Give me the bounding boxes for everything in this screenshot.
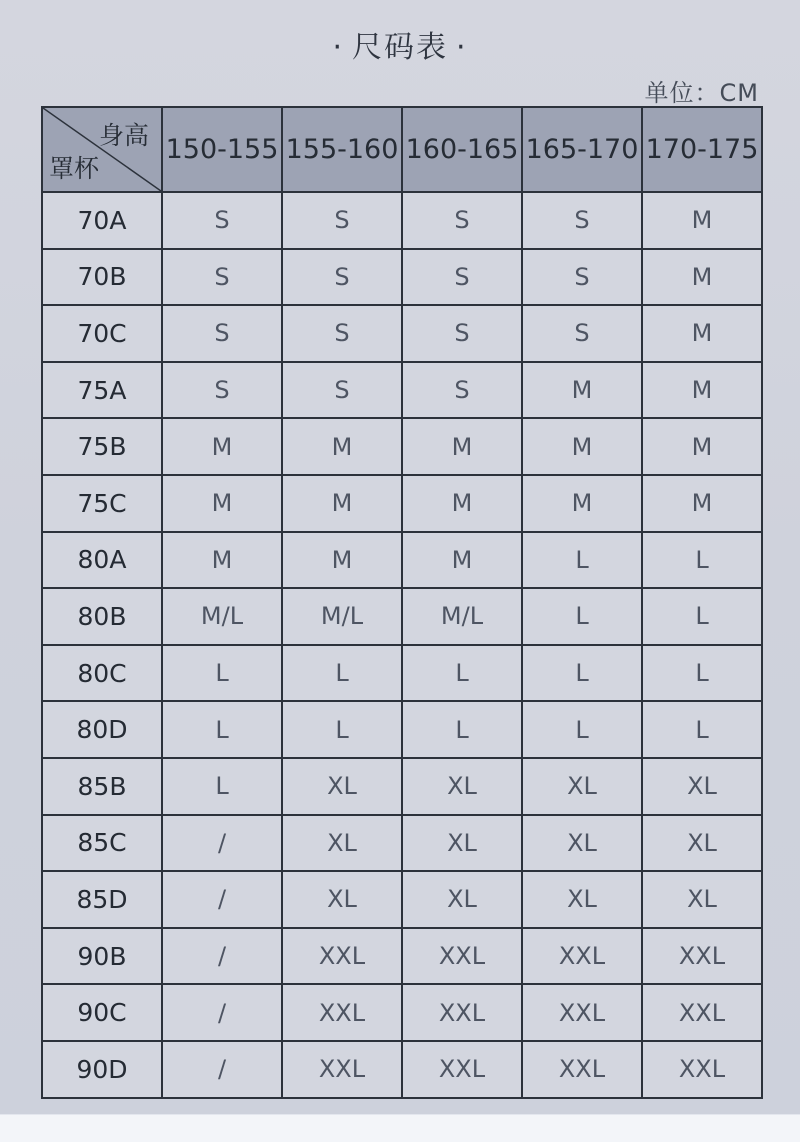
size-cell: L: [282, 701, 402, 758]
size-cell: S: [162, 249, 282, 306]
bottom-strip: [0, 1114, 800, 1142]
size-cell: M: [162, 532, 282, 589]
size-cell: M: [642, 192, 762, 249]
table-row: [42, 984, 762, 1041]
table-row: [42, 418, 762, 475]
table-row: [42, 532, 762, 589]
size-cell: L: [642, 588, 762, 645]
size-cell: S: [282, 192, 402, 249]
size-cell: XXL: [402, 1041, 522, 1098]
size-cell: XL: [642, 871, 762, 928]
size-cell: L: [162, 645, 282, 702]
cup-size-label: 75B: [42, 418, 162, 475]
cup-size-label: 85B: [42, 758, 162, 815]
column-header-height-range: 150-155: [162, 107, 282, 192]
column-header-height-range: 160-165: [402, 107, 522, 192]
size-cell: S: [282, 305, 402, 362]
size-cell: M: [162, 418, 282, 475]
size-cell: M: [642, 249, 762, 306]
cup-size-label: 90D: [42, 1041, 162, 1098]
size-cell: /: [162, 928, 282, 985]
size-cell: XXL: [642, 928, 762, 985]
table-row: [42, 192, 762, 249]
cup-size-label: 70B: [42, 249, 162, 306]
size-cell: /: [162, 871, 282, 928]
table-row: [42, 1041, 762, 1098]
cup-size-label: 75C: [42, 475, 162, 532]
table-row: [42, 475, 762, 532]
size-cell: XL: [402, 871, 522, 928]
cup-size-label: 80B: [42, 588, 162, 645]
size-cell: /: [162, 984, 282, 1041]
size-cell: L: [522, 701, 642, 758]
size-cell: XXL: [642, 984, 762, 1041]
cup-size-label: 90B: [42, 928, 162, 985]
size-cell: S: [282, 362, 402, 419]
size-cell: M: [282, 475, 402, 532]
table-row: [42, 362, 762, 419]
size-cell: XL: [282, 758, 402, 815]
size-cell: M: [522, 475, 642, 532]
column-header-height-range: 165-170: [522, 107, 642, 192]
cup-size-label: 85C: [42, 815, 162, 872]
size-cell: L: [642, 645, 762, 702]
table-row: [42, 588, 762, 645]
size-cell: XXL: [402, 928, 522, 985]
size-cell: M: [642, 475, 762, 532]
size-cell: XXL: [402, 984, 522, 1041]
page-title: [0, 22, 800, 66]
size-cell: M: [402, 532, 522, 589]
title-dot-left: ·: [332, 30, 344, 65]
size-cell: XXL: [522, 928, 642, 985]
size-cell: M: [162, 475, 282, 532]
height-axis-label: 身高: [98, 121, 149, 150]
cup-size-label: 80D: [42, 701, 162, 758]
size-cell: M: [282, 418, 402, 475]
size-cell: XXL: [282, 984, 402, 1041]
table-row: [42, 871, 762, 928]
size-cell: M: [642, 305, 762, 362]
size-cell: XXL: [522, 984, 642, 1041]
table-row: [42, 645, 762, 702]
size-cell: L: [642, 701, 762, 758]
cup-size-label: 80A: [42, 532, 162, 589]
table-row: [42, 305, 762, 362]
size-cell: S: [402, 305, 522, 362]
title-dot-right: ·: [456, 30, 468, 65]
cup-axis-label: 罩杯: [49, 154, 100, 183]
size-cell: M: [522, 418, 642, 475]
size-cell: S: [282, 249, 402, 306]
cup-size-label: 80C: [42, 645, 162, 702]
size-cell: XL: [642, 758, 762, 815]
size-cell: L: [402, 701, 522, 758]
size-cell: L: [522, 532, 642, 589]
size-cell: XL: [522, 758, 642, 815]
header-row: [42, 107, 762, 192]
size-cell: L: [162, 701, 282, 758]
cup-size-label: 90C: [42, 984, 162, 1041]
size-cell: S: [402, 249, 522, 306]
size-cell: S: [162, 305, 282, 362]
size-cell: S: [162, 362, 282, 419]
size-cell: XL: [402, 815, 522, 872]
size-cell: XXL: [282, 928, 402, 985]
title-text: 尺码表: [352, 30, 448, 65]
table-row: [42, 701, 762, 758]
size-cell: M: [642, 418, 762, 475]
size-cell: S: [522, 192, 642, 249]
size-cell: L: [282, 645, 402, 702]
size-cell: L: [162, 758, 282, 815]
size-cell: S: [522, 249, 642, 306]
size-cell: M: [522, 362, 642, 419]
table-row: [42, 928, 762, 985]
size-cell: XL: [642, 815, 762, 872]
size-cell: L: [522, 645, 642, 702]
cup-size-label: 85D: [42, 871, 162, 928]
size-cell: /: [162, 815, 282, 872]
table-row: [42, 758, 762, 815]
table-body: [42, 192, 762, 1098]
corner-header-cell: [42, 107, 162, 192]
size-cell: S: [522, 305, 642, 362]
size-cell: XL: [282, 871, 402, 928]
size-cell: XXL: [522, 1041, 642, 1098]
size-cell: XL: [402, 758, 522, 815]
size-cell: M: [642, 362, 762, 419]
cup-size-label: 75A: [42, 362, 162, 419]
size-cell: S: [402, 192, 522, 249]
column-header-height-range: 170-175: [642, 107, 762, 192]
size-cell: XL: [282, 815, 402, 872]
column-header-height-range: 155-160: [282, 107, 402, 192]
unit-label: 单位：CM: [644, 79, 759, 107]
size-cell: M: [402, 418, 522, 475]
table-row: [42, 249, 762, 306]
size-cell: M/L: [162, 588, 282, 645]
size-cell: S: [402, 362, 522, 419]
size-cell: M: [282, 532, 402, 589]
size-cell: L: [642, 532, 762, 589]
cup-size-label: 70A: [42, 192, 162, 249]
size-cell: L: [402, 645, 522, 702]
size-cell: XL: [522, 871, 642, 928]
size-cell: M: [402, 475, 522, 532]
size-cell: /: [162, 1041, 282, 1098]
size-cell: L: [522, 588, 642, 645]
size-cell: XXL: [282, 1041, 402, 1098]
size-cell: XXL: [642, 1041, 762, 1098]
size-cell: S: [162, 192, 282, 249]
size-table: [41, 106, 763, 1099]
cup-size-label: 70C: [42, 305, 162, 362]
size-cell: M/L: [402, 588, 522, 645]
table-row: [42, 815, 762, 872]
size-cell: M/L: [282, 588, 402, 645]
size-cell: XL: [522, 815, 642, 872]
